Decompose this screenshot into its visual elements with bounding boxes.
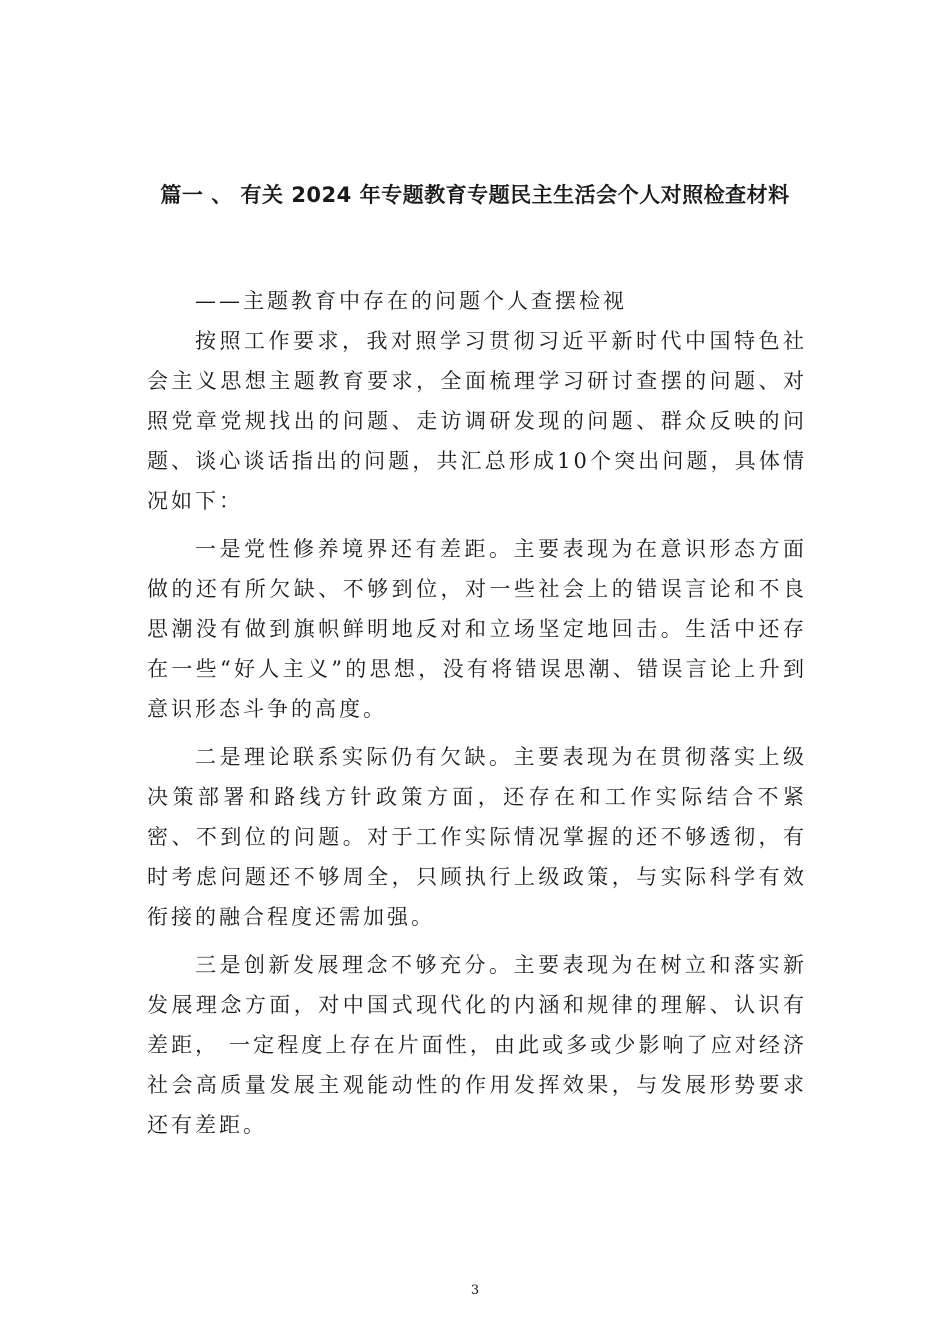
issue-paragraph-3: 三是创新发展理念不够充分。主要表现为在树立和落实新发展理念方面，对中国式现代化的内涵和规律的理解、认识有差距， 一定程度上存在片面性，由此或多或少影响了应对经济社会高质量发展主观能动性的作用发挥效果，与发展形势要求还有差距。 — [147, 953, 807, 1137]
document-title: 篇一 、 有关 2024 年专题教育专题民主生活会个人对照检查材料 — [160, 183, 790, 207]
document-body — [147, 281, 807, 1145]
page-number: 3 — [470, 1283, 480, 1298]
issue-paragraph-1: 一是党性修养境界还有差距。主要表现为在意识形态方面做的还有所欠缺、不够到位，对一些社会上的错误言论和不良思潮没有做到旗帜鲜明地反对和立场坚定地回击。生活中还存在一些“好人主义”的思想，没有将错误思潮、错误言论上升到意识形态斗争的高度。 — [147, 537, 807, 721]
subtitle-paragraph: ——主题教育中存在的问题个人查摆检视 — [195, 289, 627, 313]
issue-paragraph-2: 二是理论联系实际仍有欠缺。主要表现为在贯彻落实上级决策部署和路线方针政策方面，还存在和工作实际结合不紧密、不到位的问题。对于工作实际情况掌握的还不够透彻，有时考虑问题还不够周全，只顾执行上级政策，与实际科学有效衔接的融合程度还需加强。 — [147, 745, 807, 929]
intro-paragraph: 按照工作要求，我对照学习贯彻习近平新时代中国特色社会主义思想主题教育要求，全面梳理学习研讨查摆的问题、对照党章党规找出的问题、走访调研发现的问题、群众反映的问题、谈心谈话指出的问题，共汇总形成10个突出问题，具体情况如下： — [147, 329, 807, 513]
